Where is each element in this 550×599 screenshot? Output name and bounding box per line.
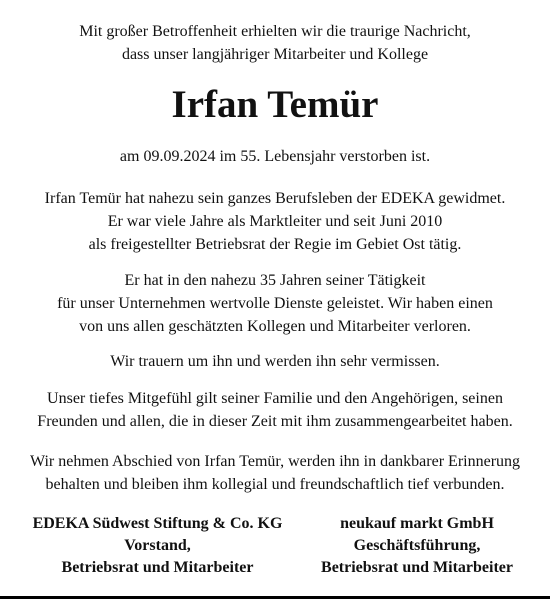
paragraph-line: von uns allen geschätzten Kollegen und Mitarbeiter verloren. xyxy=(79,318,471,335)
paragraph-service xyxy=(0,269,550,338)
intro-line: Mit großer Betroffenheit erhielten wir die traurige Nachricht, xyxy=(79,23,471,40)
signature-line: neukauf markt GmbH xyxy=(340,515,494,532)
signature-line: Betriebsrat und Mitarbeiter xyxy=(61,559,254,576)
paragraph-line: für unser Unternehmen wertvolle Dienste geleistet. Wir haben einen xyxy=(57,295,493,312)
date-of-death-line: am 09.09.2024 im 55. Lebensjahr verstorben ist. xyxy=(119,148,431,165)
paragraph-line: Er hat in den nahezu 35 Jahren seiner Tätigkeit xyxy=(124,272,426,289)
intro-text xyxy=(0,20,550,66)
signature-line: Geschäftsführung, xyxy=(353,537,481,554)
paragraph-farewell xyxy=(0,450,550,496)
paragraph-career xyxy=(0,187,550,256)
deceased-name: Irfan Temür xyxy=(171,83,379,126)
signature-neukauf xyxy=(292,513,542,579)
paragraph-line: Freunden und allen, die in dieser Zeit mit ihm zusammengearbeitet haben. xyxy=(37,413,513,430)
paragraph-line: Unser tiefes Mitgefühl gilt seiner Familie und den Angehörigen, seinen xyxy=(47,390,503,407)
intro-line: dass unser langjähriger Mitarbeiter und Kollege xyxy=(121,46,429,63)
signature-line: EDEKA Südwest Stiftung & Co. KG xyxy=(32,515,283,532)
paragraph-line: Wir trauern um ihn und werden ihn sehr vermissen. xyxy=(110,353,440,370)
paragraph-line: Irfan Temür hat nahezu sein ganzes Berufsleben der EDEKA gewidmet. xyxy=(44,190,506,207)
paragraph-line: als freigestellter Betriebsrat der Regie im Gebiet Ost tätig. xyxy=(88,236,462,253)
paragraph-line: behalten und bleiben ihm kollegial und freundschaftlich tief verbunden. xyxy=(45,476,505,493)
paragraph-line: Wir nehmen Abschied von Irfan Temür, werden ihn in dankbarer Erinnerung xyxy=(29,453,521,470)
paragraph-condolences xyxy=(0,387,550,433)
signature-edeka xyxy=(20,513,295,579)
paragraph-line: Er war viele Jahre als Marktleiter und seit Juni 2010 xyxy=(107,213,443,230)
signature-line: Vorstand, xyxy=(124,537,191,554)
paragraph-mourning xyxy=(0,350,550,373)
signature-line: Betriebsrat und Mitarbeiter xyxy=(321,559,513,576)
